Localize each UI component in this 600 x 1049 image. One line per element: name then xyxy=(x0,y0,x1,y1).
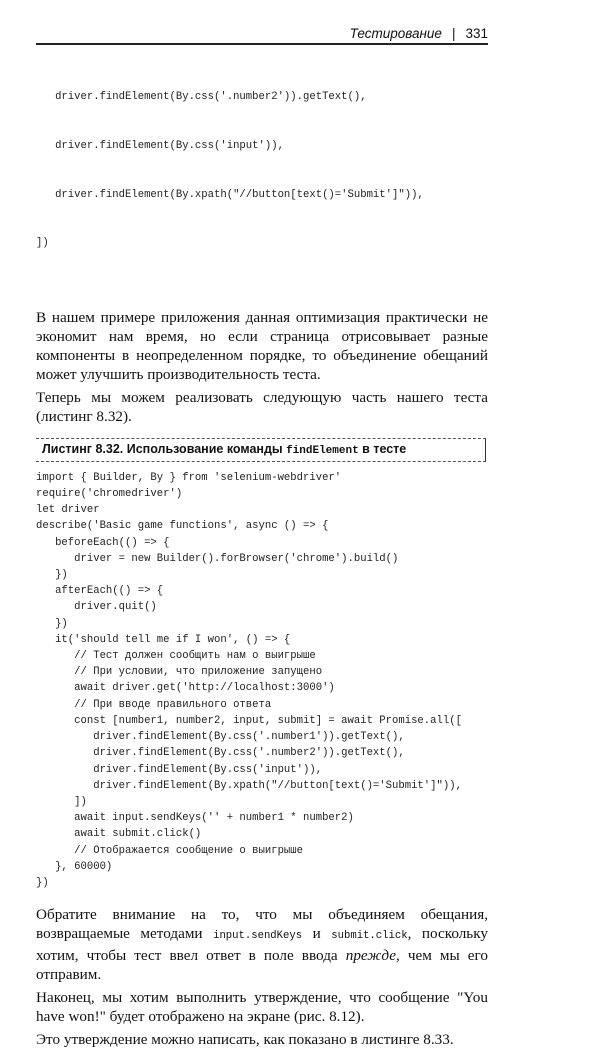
text: , поскольку хотим, чтобы тест ввел ответ в поле ввода xyxy=(36,925,488,965)
code-line: driver.findElement(By.css('.number1')).getText(), xyxy=(36,731,405,744)
text: и xyxy=(302,925,332,943)
page-column xyxy=(36,0,488,1049)
paragraph xyxy=(36,905,488,984)
paragraph: Это утверждение можно написать, как показано в листинге 8.33. xyxy=(36,1031,454,1049)
page-number: 331 xyxy=(465,26,488,41)
code-line: driver.findElement(By.css('input')), xyxy=(36,763,323,776)
code-line: await driver.get('http://localhost:3000') xyxy=(36,682,335,695)
code-line: }) xyxy=(36,569,68,582)
text: Обратите внимание на то, что мы объединяем обещания, возвращаемые методами xyxy=(36,906,488,943)
code-line: driver.findElement(By.xpath("//button[text()='Submit']")), xyxy=(36,188,424,201)
code-line: ]) xyxy=(36,795,87,808)
section-title: Тестирование xyxy=(349,26,442,41)
paragraph: В нашем примере приложения данная оптимизация практически не экономит нам время, но если страница отрисовывает разные компоненты в неопределенном порядке, то объединение обещаний может улучшить производительность теста. xyxy=(36,308,488,383)
code-line: driver.quit() xyxy=(36,601,157,614)
code-line: driver.findElement(By.xpath("//button[text()='Submit']")), xyxy=(36,779,462,792)
code-line: it('should tell me if I won', () => { xyxy=(36,633,291,646)
emphasis: прежде xyxy=(345,947,397,965)
listing-caption xyxy=(36,438,486,462)
code-line: }) xyxy=(36,876,49,889)
code-line: }, 60000) xyxy=(36,860,113,873)
inline-code: submit.click xyxy=(331,930,408,943)
text: , чем мы его отправим. xyxy=(36,947,488,984)
code-line: await submit.click() xyxy=(36,828,202,841)
listing-title: Листинг 8.32. Использование команды xyxy=(42,441,287,456)
header-separator: | xyxy=(451,26,456,41)
code-line: await input.sendKeys('' + number1 * number2) xyxy=(36,812,354,825)
code-line: require('chromedriver') xyxy=(36,488,183,501)
code-listing xyxy=(36,470,488,891)
code-line: // При условии, что приложение запущено xyxy=(36,666,323,679)
inline-code: input.sendKeys xyxy=(213,930,303,943)
code-line: let driver xyxy=(36,504,100,517)
code-line: }) xyxy=(36,617,68,630)
code-block-continued xyxy=(36,57,488,284)
code-line: import { Builder, By } from 'selenium-webdriver' xyxy=(36,471,342,484)
listing-title-suffix: в тесте xyxy=(358,441,407,456)
code-line: driver.findElement(By.css('.number2')).getText(), xyxy=(36,91,367,104)
code-line: driver.findElement(By.css('.number2')).getText(), xyxy=(36,747,405,760)
paragraph: Теперь мы можем реализовать следующую часть нашего теста (листинг 8.32). xyxy=(36,388,488,425)
running-header xyxy=(36,24,488,45)
code-line: driver.findElement(By.css('input')), xyxy=(36,140,284,153)
code-line: // При вводе правильного ответа xyxy=(36,698,272,711)
code-line: afterEach(() => { xyxy=(36,585,164,598)
code-line: ]) xyxy=(36,237,49,250)
paragraph: Наконец, мы хотим выполнить утверждение, что сообщение "You have won!" будет отображено на экране (рис. 8.12). xyxy=(36,989,488,1026)
code-line: const [number1, number2, input, submit] = await Promise.all([ xyxy=(36,714,462,727)
code-line: // Тест должен сообщить нам о выигрыше xyxy=(36,650,316,663)
code-line: beforeEach(() => { xyxy=(36,536,170,549)
code-line: describe('Basic game functions', async () => { xyxy=(36,520,329,533)
code-line: // Отображается сообщение о выигрыше xyxy=(36,844,304,857)
listing-title-code: findElement xyxy=(286,444,359,457)
code-line: driver = new Builder().forBrowser('chrome').build() xyxy=(36,552,399,565)
